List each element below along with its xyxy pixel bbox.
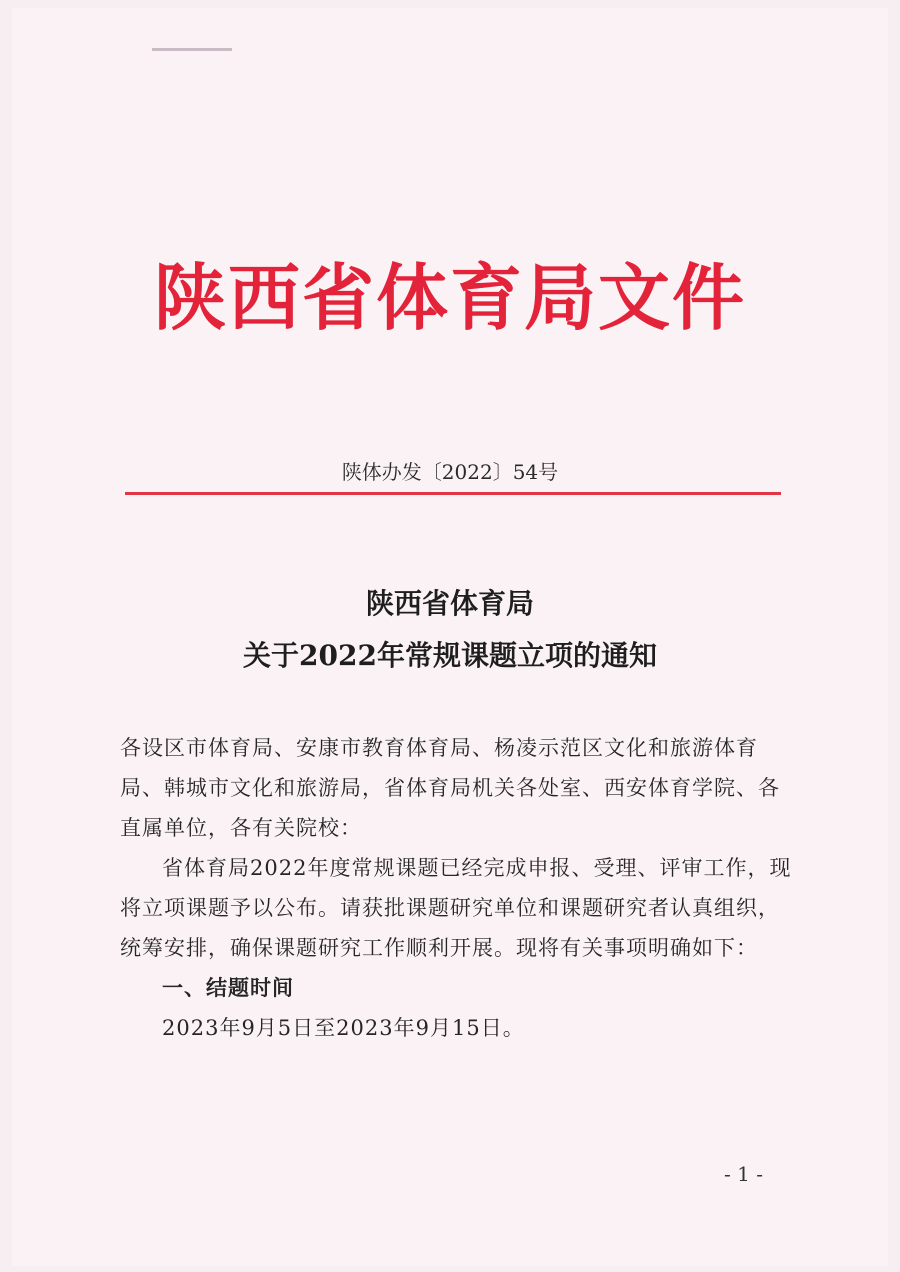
document-number: 陕体办发〔2022〕54号 [341, 460, 559, 484]
section-heading: 一、结题时间 [162, 976, 294, 1000]
section-text: 2023年9月5日至2023年9月15日。 [162, 1016, 525, 1040]
page-number: - 1 - [724, 1162, 763, 1186]
recipients-paragraph: 各设区市体育局、安康市教育体育局、杨凌示范区文化和旅游体育局、韩城市文化和旅游局，省体育局机关各处室、西安体育学院、各直属单位，各有关院校： [120, 736, 780, 840]
notice-organization: 陕西省体育局 [365, 587, 534, 620]
document-body [120, 728, 800, 1048]
document-header-title: 陕西省体育局文件 [153, 256, 746, 340]
notice-title: 关于2022年常规课题立项的通知 [243, 639, 657, 672]
intro-paragraph: 省体育局2022年度常规课题已经完成申报、受理、评审工作，现将立项课题予以公布。请获批课题研究单位和课题研究者认真组织，统筹安排，确保课题研究工作顺利开展。现将有关事项明确如下： [120, 856, 792, 960]
header-divider [125, 492, 781, 495]
scan-artifact [152, 48, 232, 51]
